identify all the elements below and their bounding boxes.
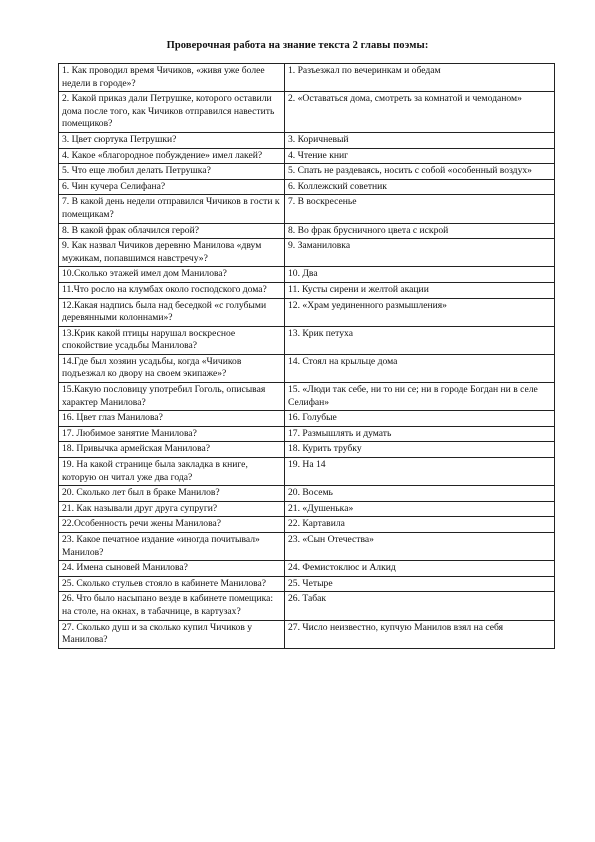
question-cell: 1. Как проводил время Чичиков, «живя уже более недели в городе»? — [59, 64, 285, 92]
question-cell: 21. Как называли друг друга супруги? — [59, 501, 285, 517]
answer-cell: 9. Заманиловка — [285, 239, 555, 267]
question-cell: 17. Любимое занятие Манилова? — [59, 426, 285, 442]
table-row — [59, 411, 555, 427]
table-row — [59, 501, 555, 517]
question-cell: 27. Сколько душ и за сколько купил Чичиков у Манилова? — [59, 620, 285, 648]
question-cell: 4. Какое «благородное побуждение» имел лакей? — [59, 148, 285, 164]
answer-cell: 2. «Оставаться дома, смотреть за комнатой и чемоданом» — [285, 92, 555, 133]
question-cell: 15.Какую пословицу употребил Гоголь, описывая характер Манилова? — [59, 383, 285, 411]
table-row — [59, 561, 555, 577]
table-row — [59, 195, 555, 223]
answer-cell: 11. Кусты сирени и желтой акации — [285, 282, 555, 298]
question-cell: 20. Сколько лет был в браке Манилов? — [59, 486, 285, 502]
answer-cell: 14. Стоял на крыльце дома — [285, 354, 555, 382]
question-cell: 23. Какое печатное издание «иногда почитывал» Манилов? — [59, 533, 285, 561]
answer-cell: 7. В воскресенье — [285, 195, 555, 223]
table-row — [59, 64, 555, 92]
answer-cell: 12. «Храм уединенного размышления» — [285, 298, 555, 326]
question-cell: 19. На какой странице была закладка в книге, которую он читал уже два года? — [59, 458, 285, 486]
answer-cell: 4. Чтение книг — [285, 148, 555, 164]
table-row — [59, 326, 555, 354]
answer-cell: 5. Спать не раздеваясь, носить с собой «особенный воздух» — [285, 164, 555, 180]
table-row — [59, 426, 555, 442]
table-row — [59, 383, 555, 411]
question-cell: 22.Особенность речи жены Манилова? — [59, 517, 285, 533]
quiz-table-body — [59, 64, 555, 649]
table-row — [59, 179, 555, 195]
question-cell: 2. Какой приказ дали Петрушке, которого оставили дома после того, как Чичиков отправился навестить помещиков? — [59, 92, 285, 133]
table-row — [59, 239, 555, 267]
answer-cell: 16. Голубые — [285, 411, 555, 427]
answer-cell: 24. Фемистоклюс и Алкид — [285, 561, 555, 577]
table-row — [59, 592, 555, 620]
question-cell: 24. Имена сыновей Манилова? — [59, 561, 285, 577]
answer-cell: 21. «Душенька» — [285, 501, 555, 517]
answer-cell: 10. Два — [285, 267, 555, 283]
question-cell: 5. Что еще любил делать Петрушка? — [59, 164, 285, 180]
answer-cell: 26. Табак — [285, 592, 555, 620]
answer-cell: 8. Во фрак брусничного цвета с искрой — [285, 223, 555, 239]
answer-cell: 19. На 14 — [285, 458, 555, 486]
question-cell: 9. Как назвал Чичиков деревню Манилова «двум мужикам, попавшимся навстречу»? — [59, 239, 285, 267]
answer-cell: 1. Разъезжал по вечеринкам и обедам — [285, 64, 555, 92]
table-row — [59, 164, 555, 180]
answer-cell: 17. Размышлять и думать — [285, 426, 555, 442]
table-row — [59, 354, 555, 382]
table-row — [59, 517, 555, 533]
table-row — [59, 458, 555, 486]
question-cell: 3. Цвет сюртука Петрушки? — [59, 132, 285, 148]
table-row — [59, 533, 555, 561]
answer-cell: 13. Крик петуха — [285, 326, 555, 354]
table-row — [59, 486, 555, 502]
question-cell: 16. Цвет глаз Манилова? — [59, 411, 285, 427]
question-cell: 11.Что росло на клумбах около господского дома? — [59, 282, 285, 298]
answer-cell: 23. «Сын Отечества» — [285, 533, 555, 561]
answer-cell: 15. «Люди так себе, ни то ни се; ни в городе Богдан ни в селе Селифан» — [285, 383, 555, 411]
table-row — [59, 442, 555, 458]
question-cell: 10.Сколько этажей имел дом Манилова? — [59, 267, 285, 283]
question-cell: 6. Чин кучера Селифана? — [59, 179, 285, 195]
answer-cell: 27. Число неизвестно, купчую Манилов взял на себя — [285, 620, 555, 648]
table-row — [59, 298, 555, 326]
answer-cell: 6. Коллежский советник — [285, 179, 555, 195]
quiz-table — [58, 63, 555, 649]
table-row — [59, 132, 555, 148]
question-cell: 13.Крик какой птицы нарушал воскресное спокойствие усадьбы Манилова? — [59, 326, 285, 354]
table-row — [59, 92, 555, 133]
question-cell: 25. Сколько стульев стояло в кабинете Манилова? — [59, 576, 285, 592]
table-row — [59, 620, 555, 648]
table-row — [59, 282, 555, 298]
answer-cell: 25. Четыре — [285, 576, 555, 592]
table-row — [59, 148, 555, 164]
table-row — [59, 576, 555, 592]
answer-cell: 18. Курить трубку — [285, 442, 555, 458]
table-row — [59, 267, 555, 283]
question-cell: 14.Где был хозяин усадьбы, когда «Чичиков подъезжал ко двору на своем экипаже»? — [59, 354, 285, 382]
question-cell: 26. Что было насыпано везде в кабинете помещика: на столе, на окнах, в табачнице, в картузах? — [59, 592, 285, 620]
answer-cell: 20. Восемь — [285, 486, 555, 502]
answer-cell: 3. Коричневый — [285, 132, 555, 148]
question-cell: 7. В какой день недели отправился Чичиков в гости к помещикам? — [59, 195, 285, 223]
table-row — [59, 223, 555, 239]
question-cell: 8. В какой фрак облачился герой? — [59, 223, 285, 239]
answer-cell: 22. Картавила — [285, 517, 555, 533]
question-cell: 12.Какая надпись была над беседкой «с голубыми деревянными колоннами»? — [59, 298, 285, 326]
page-title: Проверочная работа на знание текста 2 главы поэмы: — [166, 40, 429, 51]
question-cell: 18. Привычка армейская Манилова? — [59, 442, 285, 458]
